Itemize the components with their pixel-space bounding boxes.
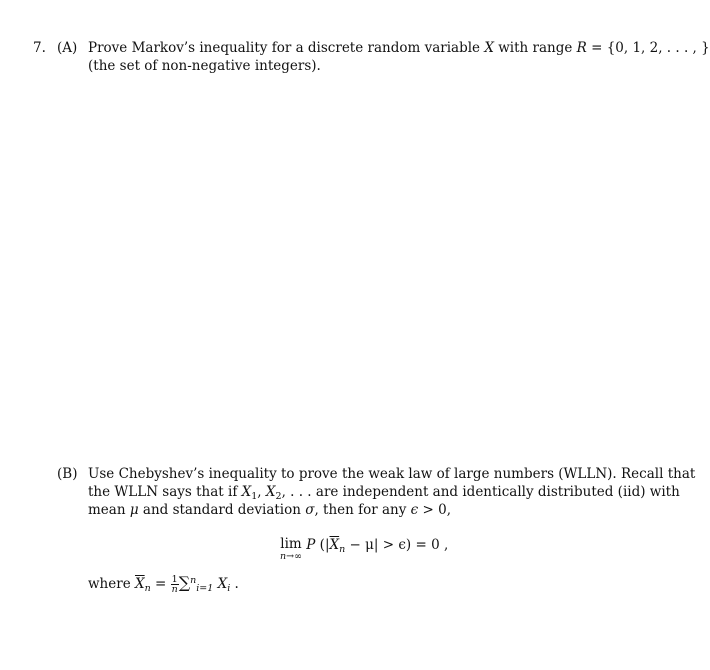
- lim-subscript: n→∞: [280, 551, 302, 562]
- math-xbar: $\overline{X}$: [134, 576, 145, 592]
- part-a-text: Prove Markov’s inequality for a discrete random variable: [88, 40, 485, 56]
- display-equation: [0, 536, 675, 572]
- subscript: 1: [251, 491, 258, 502]
- paren-open: (|: [315, 537, 330, 553]
- limit-operator: [280, 536, 302, 562]
- math-xbar: $\overline{X}$: [329, 537, 340, 553]
- comma: ,: [257, 484, 266, 500]
- part-b-text: > 0,: [418, 502, 452, 518]
- period: .: [230, 576, 239, 592]
- part-b-text: mean: [88, 502, 130, 518]
- sum-upper: n: [190, 575, 197, 586]
- equation-rest: − μ| > ϵ) = 0 ,: [345, 537, 449, 553]
- fraction-numerator: 1: [171, 574, 178, 585]
- part-b-text: the WLLN says that if: [88, 484, 242, 500]
- subscript: i: [227, 583, 231, 594]
- math-xi: X: [213, 576, 228, 592]
- equals: =: [150, 576, 171, 592]
- part-a-label: (A): [57, 40, 78, 56]
- equation-body: [280, 536, 448, 562]
- where-line: [88, 572, 239, 598]
- part-b-label: (B): [57, 466, 78, 482]
- part-b-text: , . . . are independent and identically distributed (iid) with: [281, 484, 680, 500]
- sum-lower: i=1: [196, 583, 214, 594]
- math-mu: μ: [129, 502, 139, 518]
- part-a-line-1: [88, 39, 710, 57]
- sum-symbol: ∑: [178, 573, 191, 592]
- math-epsilon: ϵ: [410, 502, 419, 518]
- part-b-line-1: Use Chebyshev’s inequality to prove the weak law of large numbers (WLLN). Recall that: [88, 466, 696, 482]
- math-set: = {0, 1, 2, . . . , }: [586, 40, 710, 56]
- part-a-text: with range: [493, 40, 577, 56]
- fraction-denominator: n: [171, 584, 178, 595]
- math-var-x: X: [484, 40, 494, 56]
- lim-word: lim: [280, 536, 302, 552]
- part-a-line-2: (the set of non-negative integers).: [88, 58, 321, 74]
- math-p: P: [306, 537, 316, 553]
- fraction: [171, 575, 179, 594]
- subscript: 2: [275, 491, 282, 502]
- subscript: n: [339, 544, 346, 555]
- part-b-line-3: [88, 501, 451, 519]
- math-var-r: R: [576, 40, 587, 56]
- part-b-text: and standard deviation: [138, 502, 306, 518]
- where-text: where: [88, 576, 135, 592]
- problem-number: 7.: [33, 40, 46, 56]
- math-var-x2: X: [265, 484, 276, 500]
- math-sigma: σ: [305, 502, 315, 518]
- subscript: n: [144, 583, 151, 594]
- math-var-x1: X: [241, 484, 252, 500]
- part-b-text: , then for any: [314, 502, 411, 518]
